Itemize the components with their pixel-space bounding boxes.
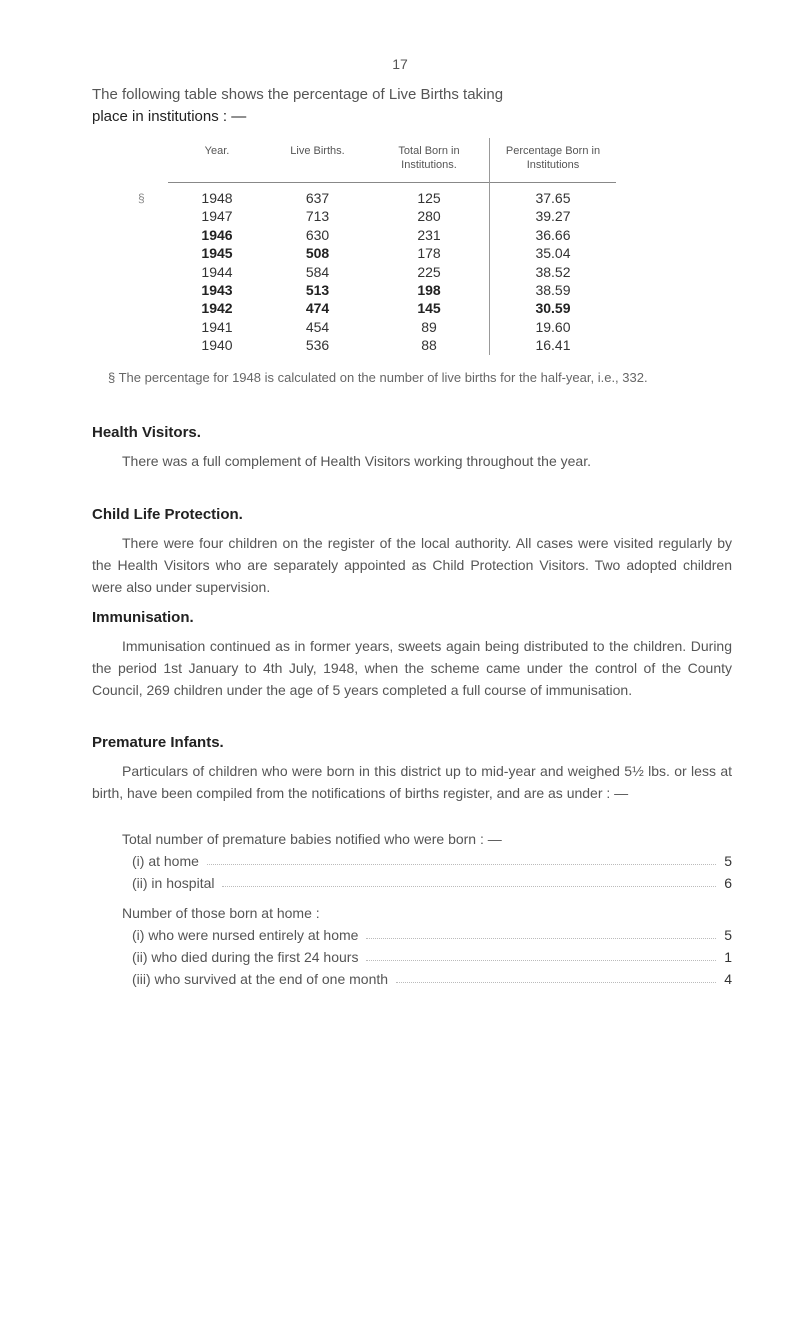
premature-total-label: Total number of premature babies notified who were born : — (122, 831, 502, 847)
table-row (168, 336, 616, 354)
table-row (168, 263, 616, 281)
cell-year: 1946 (201, 226, 233, 243)
intro-text (92, 84, 732, 128)
institution-births-table (138, 138, 616, 355)
cell-pct: 30.59 (535, 300, 571, 317)
cell-total: 88 (369, 336, 490, 354)
health-visitors-text: There was a full complement of Health Visitors working throughout the year. (122, 453, 591, 469)
header-percentage: Percentage Born in Institutions (505, 145, 601, 171)
premature-home-label: Number of those born at home : (122, 905, 320, 921)
cell-year: 1942 (201, 300, 233, 317)
list-item: (i) at home 5 (92, 850, 732, 872)
premature-infants-heading: Premature Infants. (92, 734, 224, 751)
list-item: (i) who were nursed entirely at home 5 (92, 924, 732, 946)
cell-total: 145 (369, 299, 490, 317)
cell-pct: 19.60 (535, 318, 571, 335)
table-row (168, 183, 616, 208)
cell-pct: 35.04 (535, 245, 571, 262)
table-row (168, 281, 616, 299)
list-item: (ii) who died during the first 24 hours 1 (92, 946, 732, 968)
page-number: 17 (392, 56, 408, 72)
footnote-mark: § (138, 191, 145, 205)
table-header-row (168, 138, 616, 183)
child-life-text: There were four children on the register of the local authority. All cases were visited regularly by the Health Visitors who are separately appointed as Child Protection Visitors. Two adopted children were also under supervision. (92, 535, 732, 595)
cell-total: 89 (369, 318, 490, 336)
cell-live: 637 (305, 190, 330, 206)
header-total-born: Total Born in Institutions. (369, 138, 490, 183)
premature-infants-text: Particulars of children who were born in this district up to mid-year and weighed 5½ lbs. or less at birth, have been compiled from the notifications of births register, and are as under : — (92, 763, 732, 801)
cell-year: 1945 (201, 245, 233, 262)
cell-year: 1944 (201, 263, 233, 280)
table-footnote: § The percentage for 1948 is calculated on the number of live births for the half-year, i.e., 332. (108, 370, 648, 385)
cell-pct: 37.65 (535, 190, 571, 206)
cell-total: 198 (369, 281, 490, 299)
cell-live: 513 (305, 282, 330, 299)
intro-line-1: The following table shows the percentage of Live Births taking (92, 86, 504, 103)
health-visitors-heading: Health Visitors. (92, 424, 201, 441)
cell-live: 454 (305, 318, 330, 335)
cell-live: 713 (305, 208, 330, 225)
cell-live: 474 (305, 300, 330, 317)
header-year: Year. (204, 145, 230, 157)
cell-pct: 38.52 (535, 263, 571, 280)
cell-live: 508 (305, 245, 330, 262)
cell-total: 225 (369, 263, 490, 281)
table-row (168, 244, 616, 262)
cell-year: 1947 (201, 208, 233, 225)
cell-year: 1943 (201, 282, 233, 299)
list-item: (iii) who survived at the end of one month 4 (92, 968, 732, 990)
cell-year: 1940 (201, 337, 233, 354)
cell-year: 1941 (201, 318, 233, 335)
cell-live: 630 (305, 226, 330, 243)
table-row (168, 226, 616, 244)
cell-year: 1948 (201, 190, 233, 206)
cell-total: 280 (369, 207, 490, 225)
cell-total: 231 (369, 226, 490, 244)
cell-live: 584 (305, 263, 330, 280)
child-life-heading: Child Life Protection. (92, 506, 243, 523)
cell-pct: 16.41 (535, 337, 571, 354)
intro-line-2: place in institutions : — (92, 108, 247, 125)
cell-total: 125 (369, 183, 490, 208)
table-row (168, 299, 616, 317)
table-row (168, 318, 616, 336)
immunisation-text: Immunisation continued as in former years, sweets again being distributed to the children. During the period 1st January to 4th July, 1948, when the scheme came under the control of the County Council, 269 children under the age of 5 years completed a full course of immunisation. (92, 638, 732, 698)
cell-total: 178 (369, 244, 490, 262)
header-live-births: Live Births. (290, 145, 345, 157)
immunisation-heading: Immunisation. (92, 609, 194, 626)
list-item: (ii) in hospital 6 (92, 872, 732, 894)
cell-live: 536 (305, 337, 330, 354)
cell-pct: 36.66 (535, 226, 571, 243)
cell-pct: 38.59 (535, 282, 571, 299)
cell-pct: 39.27 (535, 208, 571, 225)
table-row (168, 207, 616, 225)
